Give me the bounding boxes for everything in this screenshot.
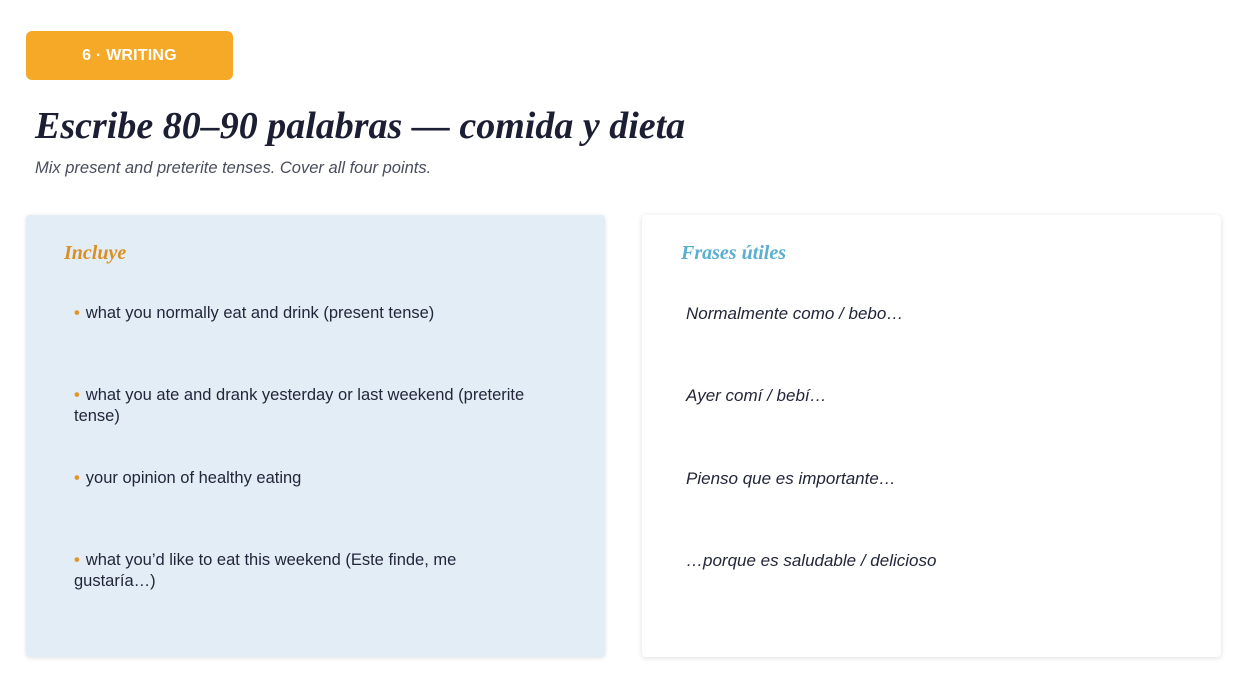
bullet-icon: • <box>74 469 80 487</box>
include-item-text: what you’d like to eat this weekend (Este finde, me gustaría…) <box>74 551 457 590</box>
phrase-item: Normalmente como / bebo… <box>686 304 904 323</box>
bullet-icon: • <box>74 304 80 322</box>
phrases-card <box>642 215 1221 657</box>
include-card <box>26 215 605 657</box>
phrases-heading: Frases útiles <box>681 242 787 264</box>
bullet-icon: • <box>74 386 80 404</box>
section-tag <box>26 31 233 80</box>
phrase-item: Pienso que es importante… <box>686 469 896 488</box>
bullet-icon: • <box>74 551 80 569</box>
include-item <box>74 303 574 324</box>
phrase-item: Ayer comí / bebí… <box>686 386 827 405</box>
section-tag-label: 6 · WRITING <box>82 46 177 64</box>
page-subtitle: Mix present and preterite tenses. Cover all four points. <box>35 159 432 177</box>
include-item <box>74 385 574 427</box>
include-item-text: what you ate and drank yesterday or last weekend (preterite tense) <box>74 386 525 425</box>
include-item-text: what you normally eat and drink (present tense) <box>85 304 435 322</box>
include-heading: Incluye <box>64 242 127 264</box>
phrase-item: …porque es saludable / delicioso <box>686 551 937 570</box>
include-item-text: your opinion of healthy eating <box>85 469 302 487</box>
include-item <box>74 468 574 489</box>
page-title: Escribe 80–90 palabras — comida y dieta <box>35 105 686 147</box>
include-item <box>74 550 514 592</box>
